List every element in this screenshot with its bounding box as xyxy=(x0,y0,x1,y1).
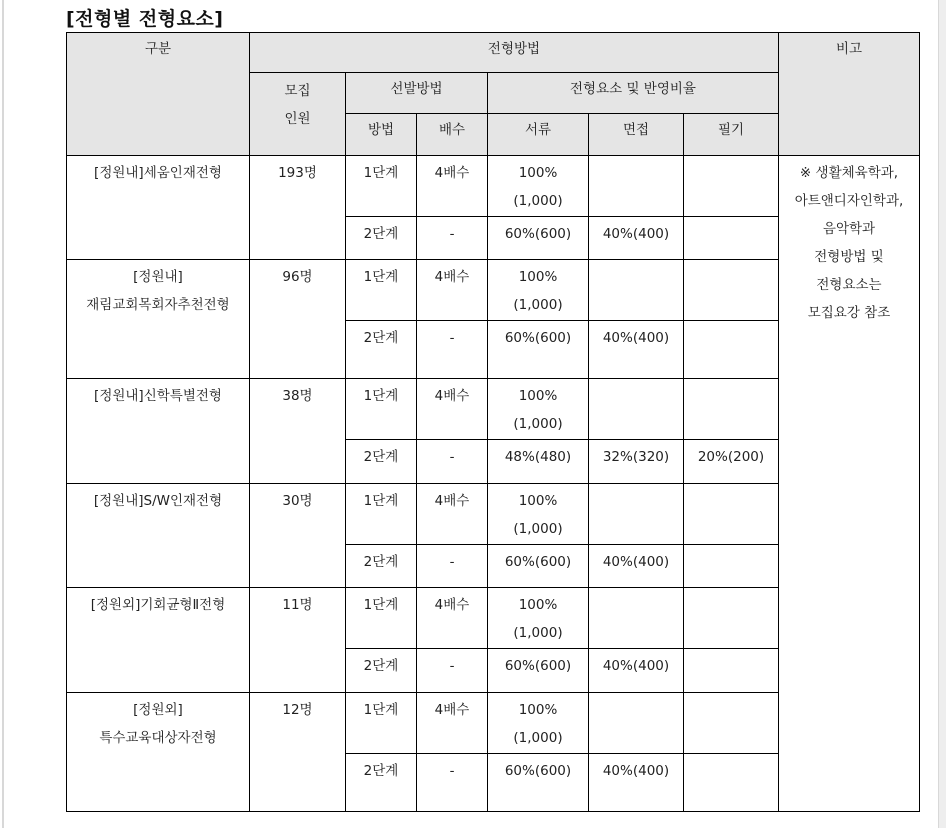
note-line: 음악학과 xyxy=(822,221,876,237)
documents-value: 100% xyxy=(518,388,558,404)
stage-method-cell: 2단계 xyxy=(346,754,417,812)
header-selection: 선발방법 xyxy=(346,73,488,114)
section-title: [전형별 전형요소] xyxy=(66,8,224,30)
quota-cell: 96명 xyxy=(250,260,346,379)
interview-cell xyxy=(589,588,684,649)
stage-method-cell: 2단계 xyxy=(346,217,417,260)
stage-multiple-cell: 4배수 xyxy=(417,693,488,754)
admission-elements-table xyxy=(66,32,920,812)
stage-multiple-cell: 4배수 xyxy=(417,156,488,217)
documents-cell xyxy=(488,260,589,321)
interview-cell: 40%(400) xyxy=(589,321,684,379)
page-left-border xyxy=(2,0,4,828)
documents-value: 100% xyxy=(518,597,558,613)
interview-cell: 40%(400) xyxy=(589,754,684,812)
stage-multiple-cell: 4배수 xyxy=(417,379,488,440)
written-cell xyxy=(684,260,779,321)
scrollbar-track[interactable] xyxy=(938,0,946,828)
admission-type-name: [정원내]신학특별전형 xyxy=(94,388,222,404)
header-quota-line1: 모집 xyxy=(284,83,311,99)
stage-multiple-cell: - xyxy=(417,649,488,693)
note-line: 아트앤디자인학과, xyxy=(794,193,904,209)
documents-cell xyxy=(488,156,589,217)
header-written: 필기 xyxy=(684,114,779,156)
stage-multiple-cell: 4배수 xyxy=(417,260,488,321)
written-cell xyxy=(684,321,779,379)
documents-value: (1,000) xyxy=(513,730,563,746)
stage-multiple-cell: - xyxy=(417,440,488,484)
documents-value: 100% xyxy=(518,165,558,181)
quota-cell: 38명 xyxy=(250,379,346,484)
admission-type-cell xyxy=(67,156,250,260)
interview-cell xyxy=(589,379,684,440)
documents-value: (1,000) xyxy=(513,521,563,537)
written-cell xyxy=(684,545,779,588)
stage-method-cell: 1단계 xyxy=(346,693,417,754)
stage-method-cell: 2단계 xyxy=(346,440,417,484)
quota-cell: 12명 xyxy=(250,693,346,812)
documents-value: (1,000) xyxy=(513,297,563,313)
documents-cell xyxy=(488,754,589,812)
written-cell xyxy=(684,217,779,260)
documents-cell xyxy=(488,588,589,649)
header-documents: 서류 xyxy=(488,114,589,156)
documents-value: (1,000) xyxy=(513,193,563,209)
quota-cell: 11명 xyxy=(250,588,346,693)
note-cell xyxy=(779,156,920,812)
written-cell xyxy=(684,754,779,812)
interview-cell xyxy=(589,260,684,321)
documents-cell xyxy=(488,440,589,484)
documents-value: (1,000) xyxy=(513,625,563,641)
written-cell xyxy=(684,379,779,440)
written-cell xyxy=(684,156,779,217)
admission-type-cell xyxy=(67,484,250,588)
written-cell: 20%(200) xyxy=(684,440,779,484)
quota-cell: 30명 xyxy=(250,484,346,588)
stage-multiple-cell: - xyxy=(417,217,488,260)
interview-cell xyxy=(589,156,684,217)
note-line: 전형방법 및 xyxy=(814,249,884,265)
documents-value: 100% xyxy=(518,702,558,718)
admission-type-name: 재림교회목회자추천전형 xyxy=(86,297,230,313)
documents-value: 60%(600) xyxy=(504,658,572,674)
admission-type-name: [정원외]기회균형Ⅱ전형 xyxy=(90,597,226,613)
written-cell xyxy=(684,649,779,693)
stage-method-cell: 1단계 xyxy=(346,156,417,217)
admission-type-cell xyxy=(67,260,250,379)
note-line: ※ 생활체육학과, xyxy=(799,165,899,181)
header-method: 방법 xyxy=(346,114,417,156)
note-line: 모집요강 참조 xyxy=(807,305,891,321)
interview-cell: 40%(400) xyxy=(589,545,684,588)
documents-cell xyxy=(488,649,589,693)
stage-method-cell: 2단계 xyxy=(346,545,417,588)
interview-cell xyxy=(589,693,684,754)
documents-cell xyxy=(488,379,589,440)
header-interview: 면접 xyxy=(589,114,684,156)
interview-cell: 40%(400) xyxy=(589,217,684,260)
table-row xyxy=(67,156,920,217)
documents-cell xyxy=(488,484,589,545)
interview-cell xyxy=(589,484,684,545)
written-cell xyxy=(684,484,779,545)
documents-value: 60%(600) xyxy=(504,226,572,242)
interview-cell: 40%(400) xyxy=(589,649,684,693)
admission-type-name: [정원내]S/W인재전형 xyxy=(93,493,223,509)
stage-method-cell: 2단계 xyxy=(346,321,417,379)
quota-cell: 193명 xyxy=(250,156,346,260)
note-line: 전형요소는 xyxy=(816,277,882,293)
stage-multiple-cell: - xyxy=(417,754,488,812)
documents-value: 100% xyxy=(518,493,558,509)
admission-type-name: [정원외] xyxy=(133,702,183,718)
admission-type-name: 특수교육대상자전형 xyxy=(99,730,217,746)
written-cell xyxy=(684,588,779,649)
header-category: 구분 xyxy=(67,33,250,156)
stage-multiple-cell: - xyxy=(417,321,488,379)
stage-method-cell: 1단계 xyxy=(346,379,417,440)
stage-method-cell: 2단계 xyxy=(346,649,417,693)
documents-cell xyxy=(488,545,589,588)
stage-multiple-cell: 4배수 xyxy=(417,588,488,649)
documents-value: 48%(480) xyxy=(504,449,572,465)
header-quota-line2: 인원 xyxy=(284,111,311,127)
header-method-group: 전형방법 xyxy=(250,33,779,73)
written-cell xyxy=(684,693,779,754)
stage-method-cell: 1단계 xyxy=(346,484,417,545)
documents-cell xyxy=(488,321,589,379)
documents-cell xyxy=(488,217,589,260)
admission-type-cell xyxy=(67,588,250,693)
documents-value: 60%(600) xyxy=(504,554,572,570)
admission-type-cell xyxy=(67,693,250,812)
header-elements: 전형요소 및 반영비율 xyxy=(488,73,779,114)
stage-multiple-cell: - xyxy=(417,545,488,588)
interview-cell: 32%(320) xyxy=(589,440,684,484)
stage-method-cell: 1단계 xyxy=(346,260,417,321)
documents-value: 60%(600) xyxy=(504,330,572,346)
admission-type-name: [정원내]세움인재전형 xyxy=(94,165,222,181)
stage-method-cell: 1단계 xyxy=(346,588,417,649)
documents-value: 60%(600) xyxy=(504,763,572,779)
admission-type-cell xyxy=(67,379,250,484)
documents-value: 100% xyxy=(518,269,558,285)
header-multiple: 배수 xyxy=(417,114,488,156)
stage-multiple-cell: 4배수 xyxy=(417,484,488,545)
documents-cell xyxy=(488,693,589,754)
header-quota xyxy=(250,73,346,156)
header-note: 비고 xyxy=(779,33,920,156)
documents-value: (1,000) xyxy=(513,416,563,432)
admission-type-name: [정원내] xyxy=(133,269,183,285)
